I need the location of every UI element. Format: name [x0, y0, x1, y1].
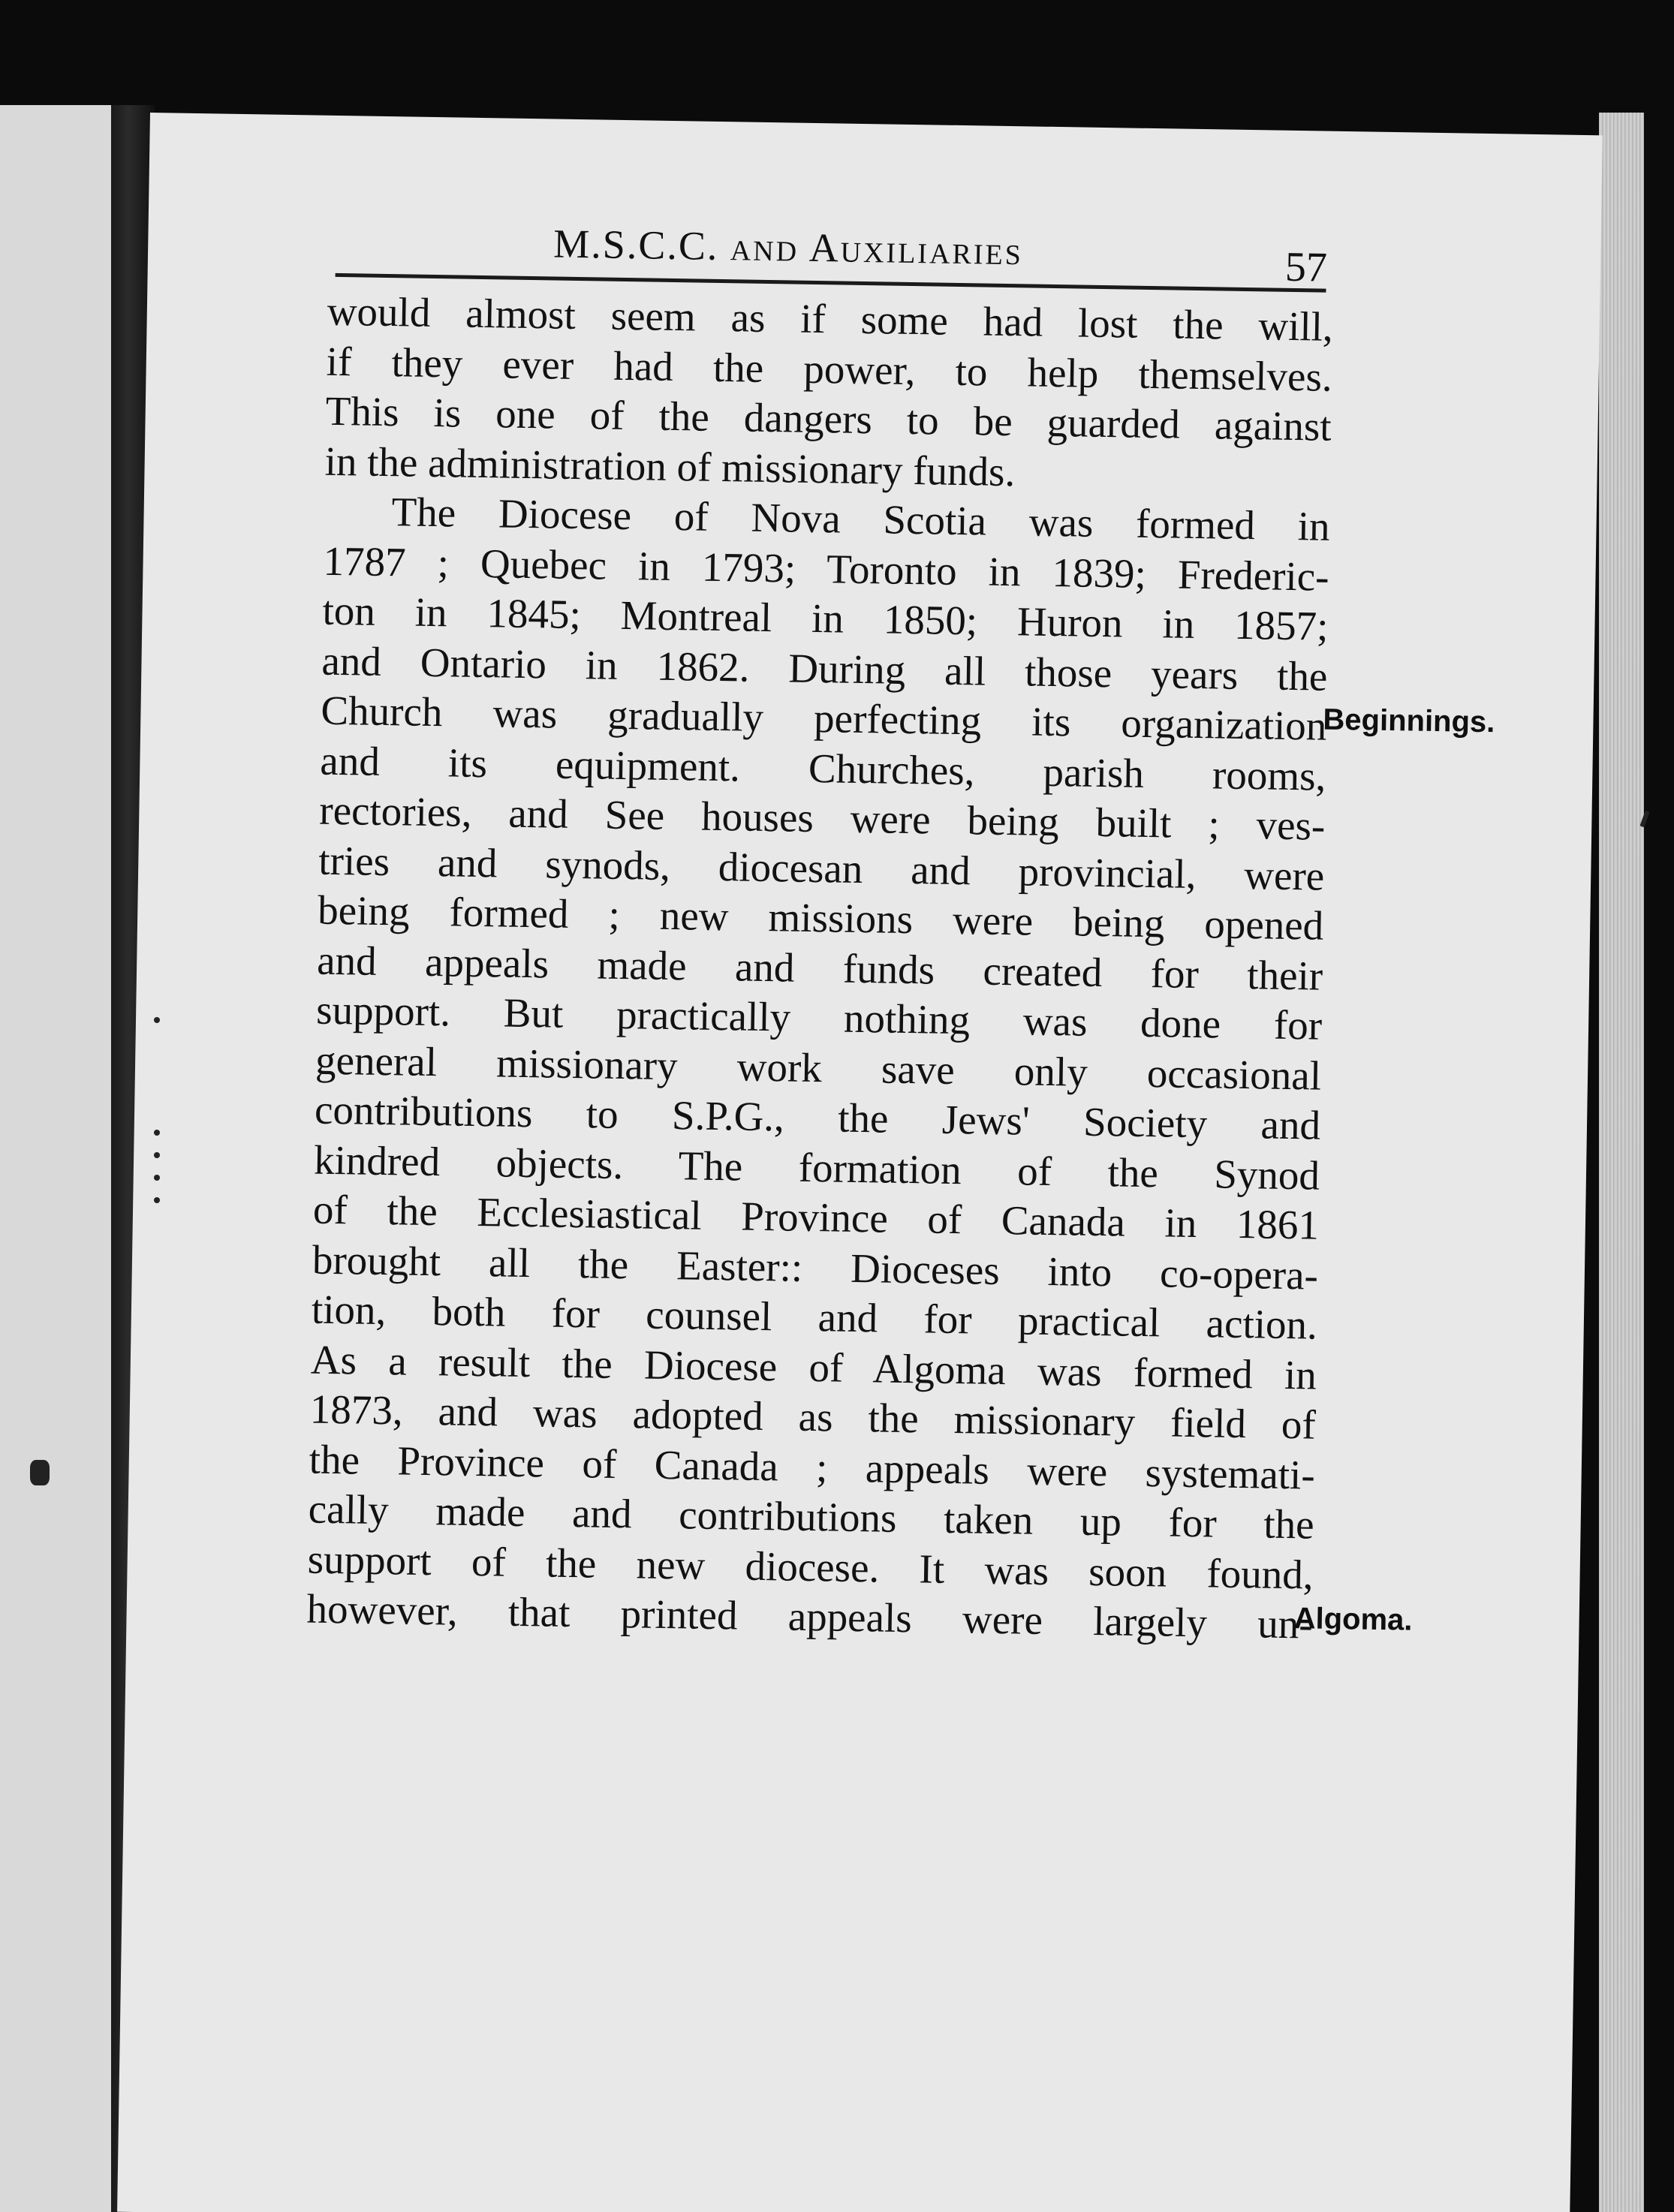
- running-head-prefix: M.S.C.C.: [552, 221, 719, 269]
- body-line: and its equipment. Churches, parish rooms,: [319, 737, 1326, 799]
- body-line: if they ever had the power, to help themselves.: [326, 338, 1333, 400]
- body-line: This is one of the dangers to be guarded against: [325, 387, 1332, 450]
- page-number: 57: [1284, 243, 1328, 291]
- scan-speck: [154, 1130, 160, 1136]
- body-line: brought all the Easter:: Dioceses into co-opera-: [312, 1236, 1319, 1299]
- body-line: support of the new diocese. It was soon found,: [307, 1536, 1314, 1598]
- body-line: and appeals made and funds created for their: [316, 937, 1323, 999]
- body-line: 1787 ; Quebec in 1793; Toronto in 1839; Frederic-: [323, 537, 1329, 600]
- body-line: tries and synods, diocesan and provincial, were: [318, 837, 1325, 899]
- body-line: would almost seem as if some had lost the will,: [327, 287, 1334, 350]
- body-line: rectories, and See houses were being built ; ves-: [318, 787, 1326, 849]
- scan-speck: [154, 1152, 160, 1158]
- scan-speck: [154, 1175, 160, 1181]
- body-text: [306, 287, 1333, 1650]
- book-page: [117, 113, 1603, 2212]
- body-line: As a result the Diocese of Algoma was formed in: [310, 1336, 1317, 1398]
- running-head-rest: and Auxiliaries: [730, 224, 1024, 274]
- body-line: in the administration of missionary funds.: [324, 438, 1016, 495]
- page-fore-edge: [1599, 113, 1644, 2212]
- sidenote-beginnings: Beginnings.: [1323, 703, 1495, 739]
- scan-speck: [154, 1017, 160, 1023]
- body-line: Church was gradually perfecting its organization: [321, 687, 1327, 749]
- body-line: cally made and contributions taken up for the: [308, 1485, 1315, 1548]
- body-line: support. But practically nothing was done for: [315, 986, 1323, 1049]
- scan-speck: [30, 1460, 50, 1485]
- body-line: however, that printed appeals were largely un-: [306, 1585, 1314, 1648]
- body-line: and Ontario in 1862. During all those years the: [321, 637, 1328, 700]
- body-line: of the Ecclesiastical Province of Canada in 1861: [312, 1186, 1320, 1248]
- facing-page-edge: [0, 105, 120, 2212]
- body-line: ton in 1845; Montreal in 1850; Huron in 1857;: [322, 587, 1329, 649]
- body-line: tion, both for counsel and for practical action.: [311, 1286, 1318, 1348]
- body-line: The Diocese of Nova Scotia was formed in: [391, 489, 1331, 549]
- body-line: being formed ; new missions were being opened: [317, 886, 1324, 949]
- sidenote-algoma: Algoma.: [1293, 1602, 1413, 1637]
- body-line: 1873, and was adopted as the missionary field of: [309, 1386, 1317, 1448]
- body-line: kindred objects. The formation of the Synod: [313, 1136, 1320, 1199]
- body-line: contributions to S.P.G., the Jews' Society and: [314, 1086, 1321, 1148]
- body-line: the Province of Canada ; appeals were systemati-: [309, 1436, 1316, 1498]
- running-head-title: [553, 220, 1024, 274]
- body-line: general missionary work save only occasional: [315, 1037, 1322, 1099]
- scan-speck: [154, 1197, 160, 1203]
